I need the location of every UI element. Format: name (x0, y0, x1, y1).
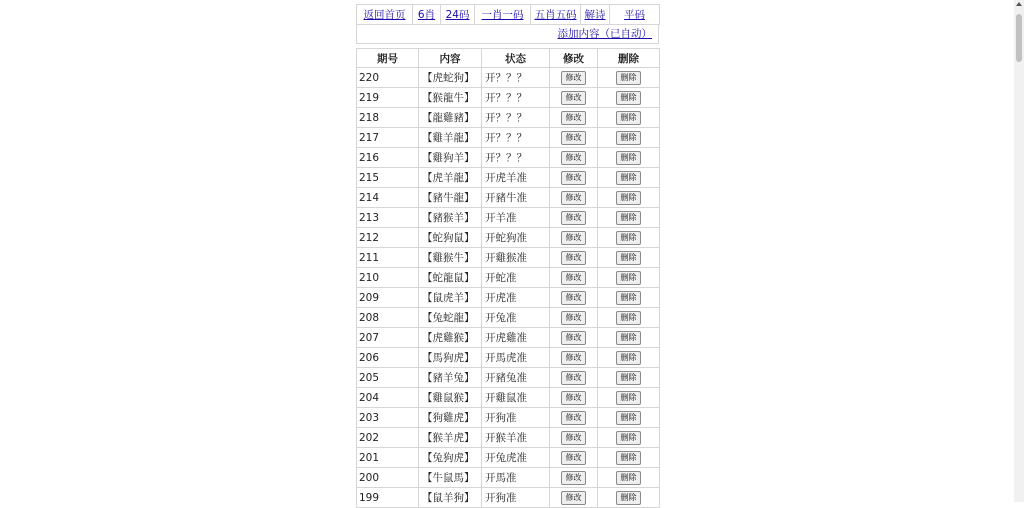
nav-link-5xiao5ma[interactable]: 五肖五码 (534, 9, 577, 21)
edit-cell (550, 88, 598, 108)
delete-cell (598, 468, 660, 488)
issue-cell: 206 (357, 348, 419, 368)
edit-cell (550, 208, 598, 228)
edit-cell (550, 268, 598, 288)
delete-button[interactable]: 删除 (616, 391, 641, 405)
status-cell: 开豬牛准 (482, 188, 550, 208)
content-cell: 【雞羊龍】 (419, 128, 482, 148)
edit-button[interactable]: 修改 (561, 431, 586, 445)
nav-cell-pingma (610, 5, 660, 25)
edit-cell (550, 428, 598, 448)
nav-cell-6xiao (413, 5, 441, 25)
status-cell: 开虎雞准 (482, 328, 550, 348)
delete-cell (598, 168, 660, 188)
edit-button[interactable]: 修改 (561, 171, 586, 185)
status-cell: 开？？？ (482, 128, 550, 148)
table-row (357, 128, 660, 148)
delete-button[interactable]: 删除 (616, 291, 641, 305)
status-cell: 开雞猴准 (482, 248, 550, 268)
table-header-row (357, 49, 660, 68)
edit-button[interactable]: 修改 (561, 311, 586, 325)
content-cell: 【虎雞猴】 (419, 328, 482, 348)
issue-cell: 212 (357, 228, 419, 248)
edit-cell (550, 368, 598, 388)
content-cell: 【鼠羊狗】 (419, 488, 482, 508)
delete-button[interactable]: 删除 (616, 331, 641, 345)
delete-button[interactable]: 删除 (616, 231, 641, 245)
edit-button[interactable]: 修改 (561, 411, 586, 425)
content-cell: 【猴龍牛】 (419, 88, 482, 108)
nav-link-home[interactable]: 返回首页 (363, 9, 406, 21)
issue-cell: 214 (357, 188, 419, 208)
edit-button[interactable]: 修改 (561, 191, 586, 205)
status-cell: 开狗准 (482, 408, 550, 428)
edit-cell (550, 108, 598, 128)
delete-cell (598, 428, 660, 448)
table-row (357, 488, 660, 508)
content-cell: 【雞鼠猴】 (419, 388, 482, 408)
status-cell: 开？？？ (482, 88, 550, 108)
content-cell: 【兔狗虎】 (419, 448, 482, 468)
issue-cell: 210 (357, 268, 419, 288)
delete-cell (598, 188, 660, 208)
header-status: 状态 (482, 49, 550, 68)
issue-cell: 209 (357, 288, 419, 308)
edit-cell (550, 468, 598, 488)
issue-cell: 211 (357, 248, 419, 268)
header-content: 内容 (419, 49, 482, 68)
table-row (357, 428, 660, 448)
content-cell: 【牛鼠馬】 (419, 468, 482, 488)
content-cell: 【虎蛇狗】 (419, 68, 482, 88)
edit-cell (550, 328, 598, 348)
delete-cell (598, 408, 660, 428)
main-container (356, 4, 659, 508)
nav-cell-5xiao5ma (531, 5, 581, 25)
table-body (357, 68, 660, 508)
content-cell: 【雞猴牛】 (419, 248, 482, 268)
edit-cell (550, 288, 598, 308)
edit-button[interactable]: 修改 (561, 471, 586, 485)
table-row (357, 88, 660, 108)
nav-link-24ma[interactable]: 24码 (445, 9, 470, 21)
status-cell: 开虎羊准 (482, 168, 550, 188)
status-cell: 开？？？ (482, 108, 550, 128)
header-delete: 删除 (598, 49, 660, 68)
issue-cell: 204 (357, 388, 419, 408)
edit-cell (550, 68, 598, 88)
delete-button[interactable]: 删除 (616, 191, 641, 205)
status-cell: 开虎准 (482, 288, 550, 308)
status-cell: 开雞鼠准 (482, 388, 550, 408)
nav-link-6xiao[interactable]: 6肖 (417, 9, 436, 21)
delete-button[interactable]: 删除 (616, 151, 641, 165)
issue-cell: 202 (357, 428, 419, 448)
nav-cell-home (357, 5, 413, 25)
edit-button[interactable]: 修改 (561, 491, 586, 505)
edit-cell (550, 348, 598, 368)
issue-cell: 213 (357, 208, 419, 228)
edit-button[interactable]: 修改 (561, 251, 586, 265)
vertical-scrollbar[interactable] (1014, 0, 1024, 502)
delete-cell (598, 88, 660, 108)
delete-cell (598, 348, 660, 368)
table-row (357, 448, 660, 468)
content-cell: 【馬狗虎】 (419, 348, 482, 368)
delete-cell (598, 228, 660, 248)
content-cell: 【兔蛇龍】 (419, 308, 482, 328)
delete-button[interactable]: 删除 (616, 351, 641, 365)
delete-button[interactable]: 删除 (616, 451, 641, 465)
delete-button[interactable]: 删除 (616, 211, 641, 225)
table-row (357, 108, 660, 128)
delete-cell (598, 128, 660, 148)
issue-cell: 201 (357, 448, 419, 468)
edit-button[interactable]: 修改 (561, 231, 586, 245)
delete-button[interactable]: 删除 (616, 371, 641, 385)
delete-cell (598, 368, 660, 388)
issue-cell: 205 (357, 368, 419, 388)
header-edit: 修改 (550, 49, 598, 68)
issue-cell: 216 (357, 148, 419, 168)
edit-button[interactable]: 修改 (561, 151, 586, 165)
edit-button[interactable]: 修改 (561, 371, 586, 385)
nav-cell-24ma (441, 5, 475, 25)
edit-button[interactable]: 修改 (561, 111, 586, 125)
issue-cell: 220 (357, 68, 419, 88)
status-cell: 开？？？ (482, 148, 550, 168)
delete-cell (598, 148, 660, 168)
issue-cell: 219 (357, 88, 419, 108)
edit-cell (550, 228, 598, 248)
delete-cell (598, 388, 660, 408)
header-issue: 期号 (357, 49, 419, 68)
table-row (357, 348, 660, 368)
delete-button[interactable]: 删除 (616, 271, 641, 285)
status-cell: 开兔准 (482, 308, 550, 328)
table-row (357, 468, 660, 488)
edit-button[interactable]: 修改 (561, 331, 586, 345)
edit-button[interactable]: 修改 (561, 391, 586, 405)
delete-button[interactable]: 删除 (616, 111, 641, 125)
status-cell: 开豬兔准 (482, 368, 550, 388)
delete-cell (598, 488, 660, 508)
table-row (357, 248, 660, 268)
delete-cell (598, 308, 660, 328)
edit-cell (550, 188, 598, 208)
edit-button[interactable]: 修改 (561, 451, 586, 465)
table-row (357, 288, 660, 308)
issue-cell: 207 (357, 328, 419, 348)
status-cell: 开馬虎准 (482, 348, 550, 368)
edit-cell (550, 388, 598, 408)
add-content-link[interactable]: 添加内容（已自动） (557, 28, 652, 40)
delete-cell (598, 68, 660, 88)
delete-button[interactable]: 删除 (616, 411, 641, 425)
content-cell: 【豬猴羊】 (419, 208, 482, 228)
issue-cell: 203 (357, 408, 419, 428)
delete-button[interactable]: 删除 (616, 431, 641, 445)
status-cell: 开蛇狗准 (482, 228, 550, 248)
content-cell: 【猴羊虎】 (419, 428, 482, 448)
status-cell: 开？？？ (482, 68, 550, 88)
content-cell: 【狗雞虎】 (419, 408, 482, 428)
records-table (356, 48, 660, 508)
status-cell: 开羊准 (482, 208, 550, 228)
nav-link-jieshi[interactable]: 解诗 (584, 9, 606, 21)
delete-cell (598, 448, 660, 468)
table-row (357, 408, 660, 428)
content-cell: 【豬牛龍】 (419, 188, 482, 208)
add-content-row (356, 25, 659, 44)
delete-cell (598, 328, 660, 348)
delete-cell (598, 268, 660, 288)
delete-button[interactable]: 删除 (616, 71, 641, 85)
issue-cell: 199 (357, 488, 419, 508)
scroll-thumb[interactable] (1016, 14, 1022, 62)
edit-button[interactable]: 修改 (561, 91, 586, 105)
top-nav (356, 4, 660, 25)
table-row (357, 268, 660, 288)
table-row (357, 368, 660, 388)
delete-button[interactable]: 删除 (616, 131, 641, 145)
delete-button[interactable]: 删除 (616, 171, 641, 185)
edit-cell (550, 128, 598, 148)
status-cell: 开狗准 (482, 488, 550, 508)
content-cell: 【豬羊兔】 (419, 368, 482, 388)
nav-cell-1xiao1ma (475, 5, 531, 25)
delete-button[interactable]: 删除 (616, 491, 641, 505)
table-row (357, 308, 660, 328)
issue-cell: 218 (357, 108, 419, 128)
delete-button[interactable]: 删除 (616, 471, 641, 485)
status-cell: 开馬准 (482, 468, 550, 488)
nav-link-pingma[interactable]: 平码 (624, 9, 645, 21)
edit-button[interactable]: 修改 (561, 291, 586, 305)
table-row (357, 228, 660, 248)
table-row (357, 148, 660, 168)
table-row (357, 388, 660, 408)
edit-button[interactable]: 修改 (561, 131, 586, 145)
status-cell: 开蛇准 (482, 268, 550, 288)
issue-cell: 208 (357, 308, 419, 328)
delete-cell (598, 288, 660, 308)
table-row (357, 68, 660, 88)
edit-button[interactable]: 修改 (561, 211, 586, 225)
content-cell: 【鼠虎羊】 (419, 288, 482, 308)
edit-cell (550, 148, 598, 168)
status-cell: 开兔虎准 (482, 448, 550, 468)
delete-button[interactable]: 删除 (616, 91, 641, 105)
delete-cell (598, 248, 660, 268)
edit-cell (550, 488, 598, 508)
edit-cell (550, 408, 598, 428)
delete-cell (598, 108, 660, 128)
edit-cell (550, 448, 598, 468)
delete-cell (598, 208, 660, 228)
table-row (357, 168, 660, 188)
content-cell: 【蛇龍鼠】 (419, 268, 482, 288)
issue-cell: 215 (357, 168, 419, 188)
edit-button[interactable]: 修改 (561, 351, 586, 365)
delete-button[interactable]: 删除 (616, 311, 641, 325)
content-cell: 【蛇狗鼠】 (419, 228, 482, 248)
table-row (357, 328, 660, 348)
nav-link-1xiao1ma[interactable]: 一肖一码 (481, 9, 524, 21)
edit-cell (550, 248, 598, 268)
issue-cell: 200 (357, 468, 419, 488)
edit-cell (550, 168, 598, 188)
edit-cell (550, 308, 598, 328)
edit-button[interactable]: 修改 (561, 271, 586, 285)
issue-cell: 217 (357, 128, 419, 148)
status-cell: 开猴羊准 (482, 428, 550, 448)
delete-button[interactable]: 删除 (616, 251, 641, 265)
table-row (357, 208, 660, 228)
content-cell: 【雞狗羊】 (419, 148, 482, 168)
nav-cell-jieshi (581, 5, 610, 25)
scroll-up-arrow-icon[interactable] (1016, 2, 1022, 6)
edit-button[interactable]: 修改 (561, 71, 586, 85)
content-cell: 【龍雞豬】 (419, 108, 482, 128)
table-row (357, 188, 660, 208)
content-cell: 【虎羊龍】 (419, 168, 482, 188)
